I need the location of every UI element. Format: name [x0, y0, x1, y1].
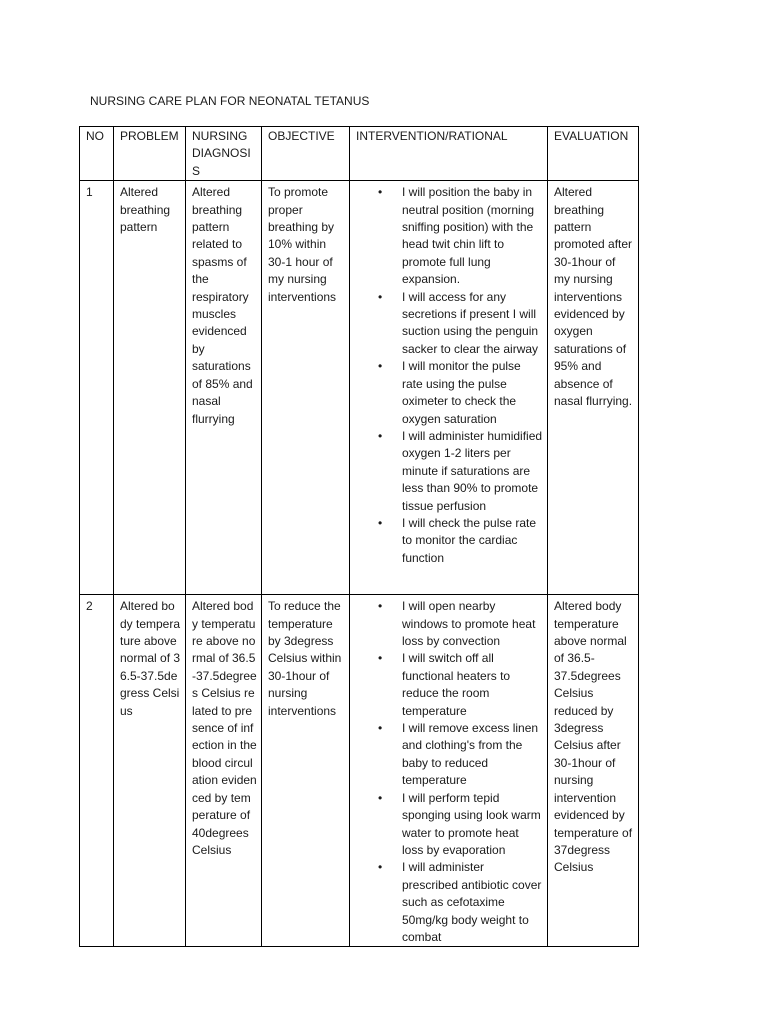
- header-problem: PROBLEM: [114, 127, 186, 181]
- list-item: • I will administer humidified oxygen 1-2 liters per minute if saturations are less than 90% to promote tissue perfusion: [402, 428, 543, 515]
- diagnosis-cell: [186, 595, 262, 947]
- objective-cell: To promote proper breathing by 10% within 30-1 hour of my nursing interventions: [262, 181, 350, 595]
- list-item: • I will perform tepid sponging using look warm water to promote heat loss by evaporation: [402, 790, 543, 860]
- intervention-cell: [350, 181, 548, 595]
- list-item: • I will access for any secretions if present I will suction using the penguin sacker to clear the airway: [402, 289, 543, 359]
- evaluation-cell: Altered body temperature above normal of 36.5-37.5degrees Celsius reduced by 3degress Celsius after 30-1hour of nursing intervention evidenced by temperature of 37degress Celsius: [548, 595, 639, 947]
- list-item: • I will monitor the pulse rate using the pulse oximeter to check the oxygen saturation: [402, 358, 543, 428]
- evaluation-cell: Altered breathing pattern promoted after 30-1hour of my nursing interventions evidenced by oxygen saturations of 95% and absence of nasal flurrying.: [548, 181, 639, 595]
- list-item: • I will open nearby windows to promote heat loss by convection: [402, 598, 543, 650]
- header-intervention: INTERVENTION/RATIONAL: [350, 127, 548, 181]
- row-number: 2: [80, 595, 114, 947]
- intervention-list: [356, 598, 543, 946]
- problem-cell: Altered breathing pattern: [114, 181, 186, 595]
- care-plan-table: [79, 126, 639, 947]
- table-header-row: [80, 127, 639, 181]
- diagnosis-text: Altered body temperature above normal of 36.5-37.5degrees Celsius related to presence of infection in the blood circulation evidenced by temperature of 40degrees Celsius: [192, 599, 257, 857]
- table-row: [80, 595, 639, 947]
- header-evaluation: EVALUATION: [548, 127, 639, 181]
- objective-cell: To reduce the temperature by 3degress Celsius within 30-1hour of nursing interventions: [262, 595, 350, 947]
- list-item: • I will check the pulse rate to monitor the cardiac function: [402, 515, 543, 567]
- header-nursing-diagnosis: NURSING DIAGNOSIS: [186, 127, 262, 181]
- header-no: NO: [80, 127, 114, 181]
- list-item: • I will switch off all functional heaters to reduce the room temperature: [402, 650, 543, 720]
- problem-cell: Altered body temperature above normal of 36.5-37.5degress Celsius: [114, 595, 186, 947]
- table-row: [80, 181, 639, 595]
- header-objective: OBJECTIVE: [262, 127, 350, 181]
- intervention-cell: [350, 595, 548, 947]
- list-item: • I will administer prescribed antibiotic cover such as cefotaxime 50mg/kg body weight to combat: [402, 859, 543, 946]
- row-number: 1: [80, 181, 114, 595]
- list-item: • I will position the baby in neutral position (morning sniffing position) with the head twit chin lift to promote full lung expansion.: [402, 184, 543, 288]
- diagnosis-cell: Altered breathing pattern related to spasms of the respiratory muscles evidenced by saturations of 85% and nasal flurrying: [186, 181, 262, 595]
- list-item: • I will remove excess linen and clothing's from the baby to reduced temperature: [402, 720, 543, 790]
- page-title: NURSING CARE PLAN FOR NEONATAL TETANUS: [90, 94, 370, 108]
- intervention-list: [356, 184, 543, 567]
